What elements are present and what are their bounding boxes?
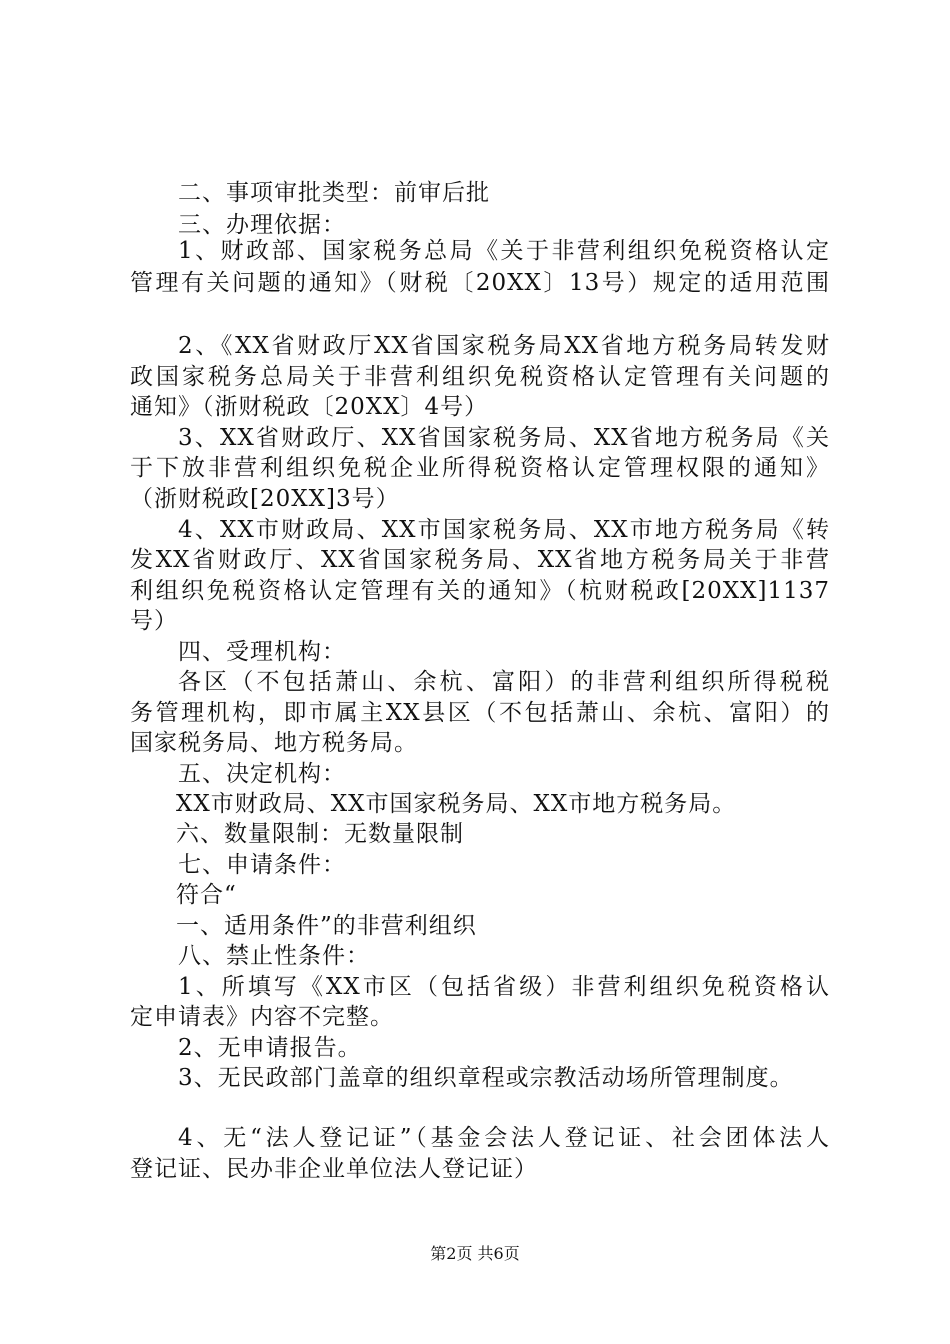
basis-item-3-line-1: 3、XX省财政厅、XX省国家税务局、XX省地方税务局《关	[178, 425, 830, 451]
basis-item-4-line-3: 利组织免税资格认定管理有关的通知》（杭财税政[20XX]1137	[130, 578, 830, 604]
prohibited-item-2: 2、无申请报告。	[178, 1035, 362, 1061]
basis-item-1-line-2: 管理有关问题的通知》（财税〔20XX〕13号）规定的适用范围	[130, 270, 830, 296]
prohibited-item-1-line-1: 1、所填写《XX市区（包括省级）非营利组织免税资格认	[178, 974, 830, 1000]
prohibited-item-1-line-2: 定申请表》内容不完整。	[130, 1004, 394, 1030]
application-conditions-line-1: 符合“	[176, 882, 237, 908]
basis-item-4-line-4: 号）	[130, 608, 178, 634]
basis-item-3-line-3: （浙财税政[20XX]3号）	[130, 486, 400, 512]
basis-item-2-line-2: 政国家税务总局关于非营利组织免税资格认定管理有关问题的	[130, 364, 830, 390]
basis-item-1-line-1: 1、财政部、国家税务总局《关于非营利组织免税资格认定	[178, 238, 830, 264]
application-conditions-line-2: 一、适用条件”的非营利组织	[176, 913, 477, 939]
accepting-agency-line-3: 国家税务局、地方税务局。	[130, 730, 418, 756]
heading-application-conditions: 七、申请条件：	[178, 852, 346, 878]
accepting-agency-line-1: 各区（不包括萧山、余杭、富阳）的非营利组织所得税税	[178, 669, 830, 695]
heading-quantity-limit: 六、数量限制：无数量限制	[176, 821, 464, 847]
basis-item-4-line-1: 4、XX市财政局、XX市国家税务局、XX市地方税务局《转	[178, 517, 830, 543]
basis-item-2-line-3: 通知》（浙财税政〔20XX〕4号）	[130, 394, 489, 420]
heading-deciding-agency: 五、决定机构：	[178, 761, 346, 787]
prohibited-item-3: 3、无民政部门盖章的组织章程或宗教活动场所管理制度。	[178, 1065, 794, 1091]
page-number-footer: 第2页 共6页	[430, 1244, 520, 1263]
heading-approval-type: 二、事项审批类型：前审后批	[178, 180, 490, 206]
basis-item-2-line-1: 2、《XX省财政厅XX省国家税务局XX省地方税务局转发财	[178, 333, 830, 359]
deciding-agency-text: XX市财政局、XX市国家税务局、XX市地方税务局。	[176, 791, 737, 817]
prohibited-item-4-line-1: 4、无“法人登记证”（基金会法人登记证、社会团体法人	[178, 1125, 830, 1151]
accepting-agency-line-2: 务管理机构，即市属主XX县区（不包括萧山、余杭、富阳）的	[130, 700, 830, 726]
heading-accepting-agency: 四、受理机构：	[178, 639, 346, 665]
basis-item-4-line-2: 发XX省财政厅、XX省国家税务局、XX省地方税务局关于非营	[130, 547, 830, 573]
basis-item-3-line-2: 于下放非营利组织免税企业所得税资格认定管理权限的通知》	[130, 455, 830, 481]
prohibited-item-4-line-2: 登记证、民办非企业单位法人登记证）	[130, 1156, 538, 1182]
heading-basis: 三、办理依据：	[178, 212, 346, 238]
heading-prohibited-conditions: 八、禁止性条件：	[178, 943, 370, 969]
